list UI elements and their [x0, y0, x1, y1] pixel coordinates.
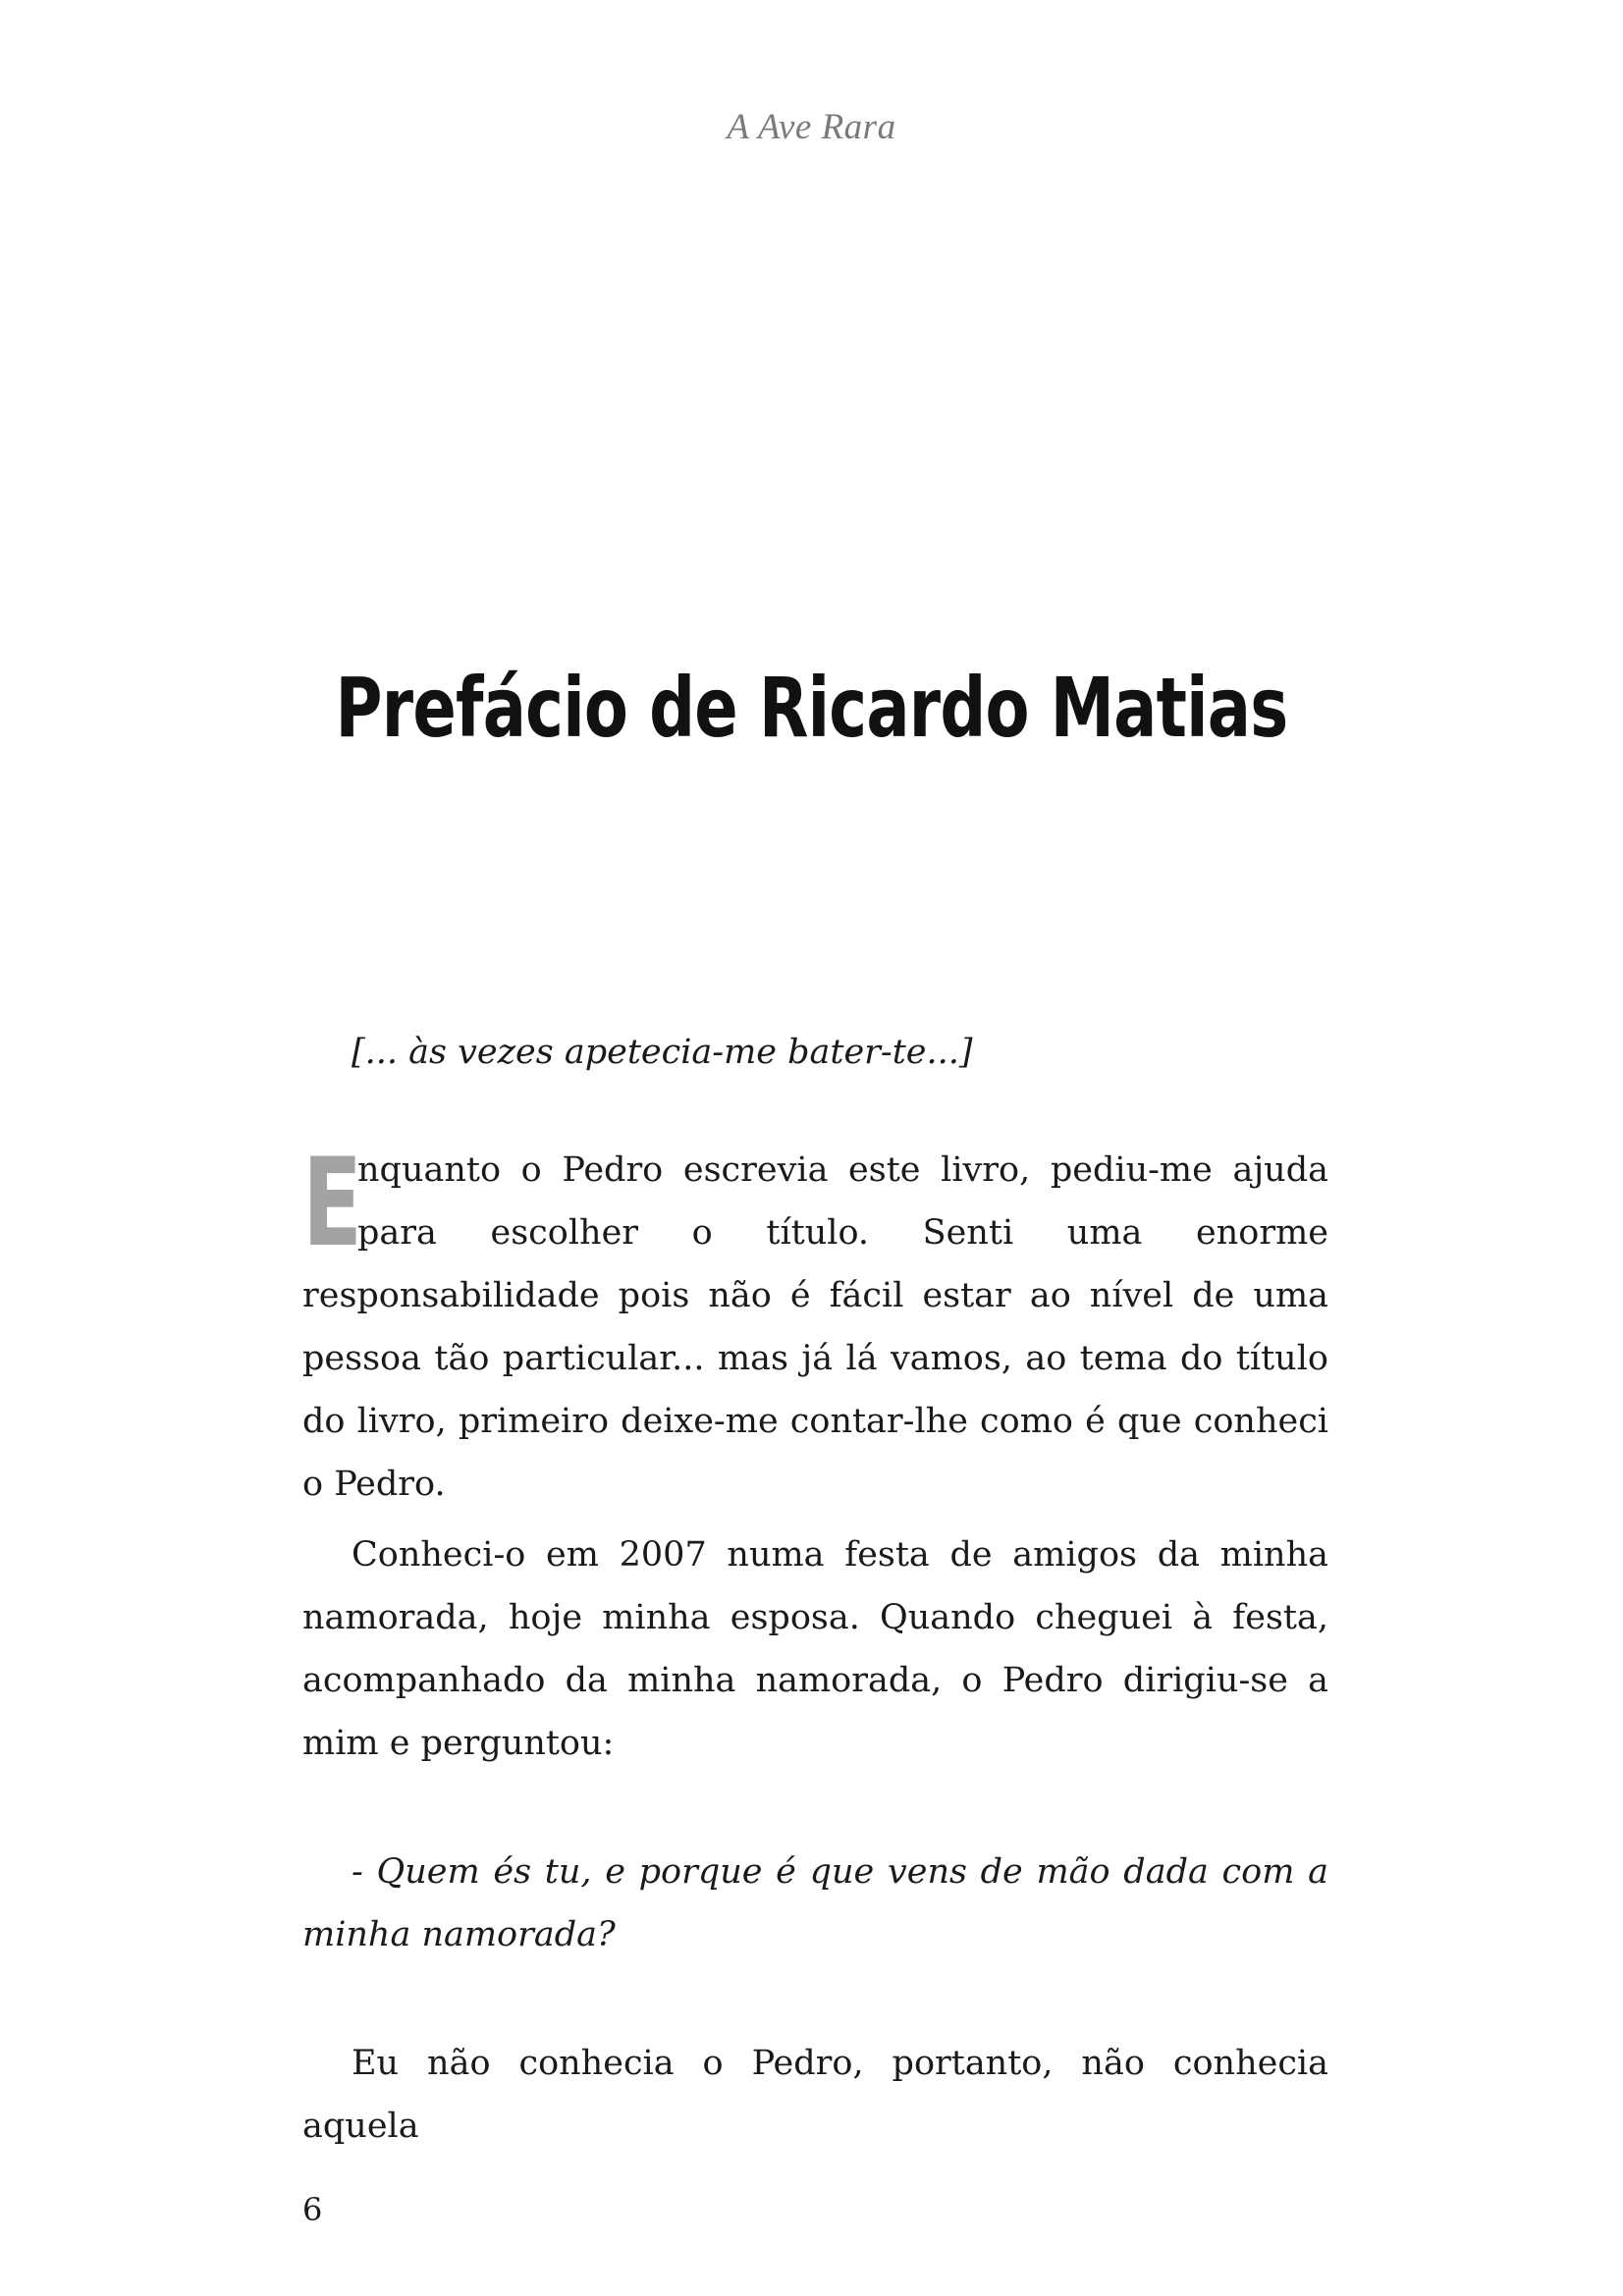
dialogue-quote: - Quem és tu, e porque é que vens de mão dada com a minha namorada? — [302, 1852, 1328, 1954]
paragraph-1-text: nquanto o Pedro escrevia este livro, pediu-me ajuda para escolher o título. Senti uma enorme responsabilidade pois não é fácil estar ao nível de uma pessoa tão particular... mas já lá vamos, ao tema do título do livro, primeiro deixe-me contar-lhe como é que conheci o Pedro. — [302, 1150, 1328, 1504]
running-head: A Ave Rara — [727, 107, 896, 147]
page-number: 6 — [302, 2191, 323, 2228]
chapter-title: Prefácio de Ricardo Matias — [335, 660, 1288, 756]
paragraph-2: Conheci-o em 2007 numa festa de amigos da minha namorada, hoje minha esposa. Quando cheguei à festa, acompanhado da minha namorada, o Pedro dirigiu-se a mim e perguntou: — [302, 1535, 1328, 1763]
epigraph: [... às vezes apetecia-me bater-te...] — [352, 1033, 973, 1072]
paragraph-4: Eu não conhecia o Pedro, portanto, não conhecia aquela — [302, 2044, 1328, 2146]
drop-cap: E — [302, 1133, 362, 1274]
paragraph-1 — [302, 1133, 1328, 1516]
